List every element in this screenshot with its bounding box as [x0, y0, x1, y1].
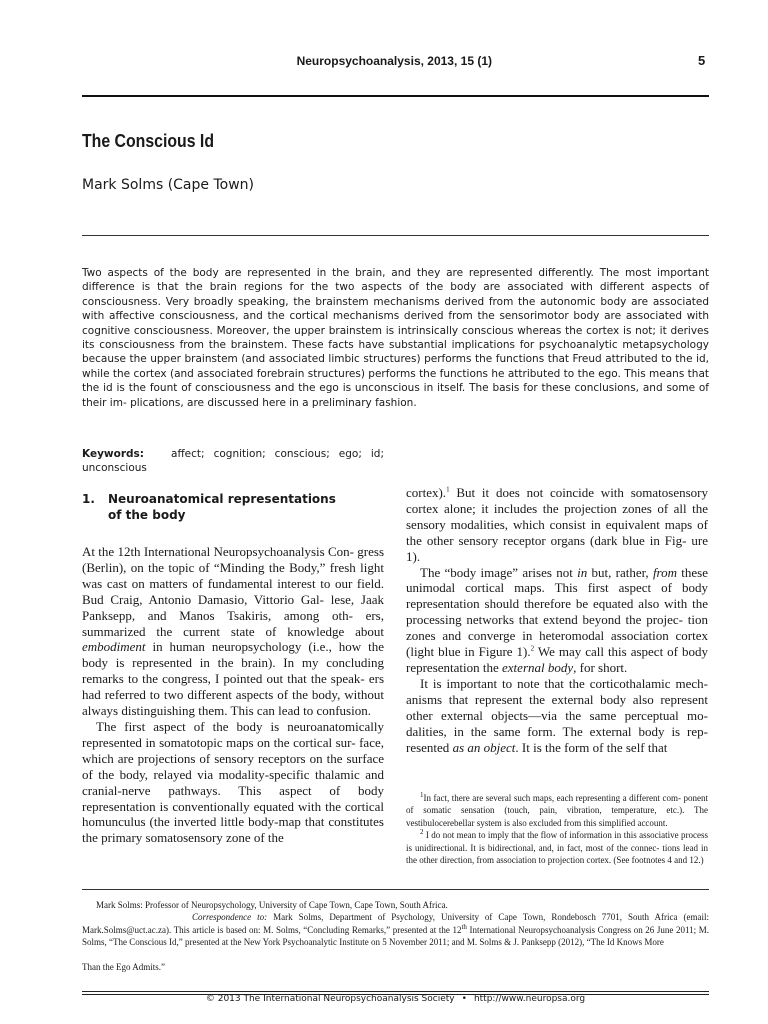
copyright-text: © 2013 The International Neuropsychoanalysis Society	[205, 994, 455, 1004]
body-emphasis: as an object	[452, 739, 516, 755]
body-column-right	[406, 485, 708, 755]
author-line: Mark Solms (Cape Town)	[82, 177, 254, 193]
author-rule	[82, 235, 709, 236]
body-text: cortex).	[406, 485, 447, 500]
correspondence-label: Correspondence to:	[192, 912, 268, 923]
ordinal-suffix: th	[461, 922, 467, 931]
keywords-label: Keywords:	[82, 448, 144, 460]
section-title-line1: Neuroanatomical representations	[108, 492, 336, 506]
section-title-line2: of the body	[108, 508, 186, 522]
section-heading	[82, 491, 384, 523]
footnote-mark: 1	[420, 791, 424, 799]
keywords-list: affect; cognition; conscious; ego; id; unconscious	[82, 448, 384, 475]
body-column-left	[82, 544, 384, 846]
body-text: , for short.	[573, 659, 628, 675]
body-paragraph	[406, 565, 708, 676]
footnote-ref[interactable]: 1	[446, 485, 450, 494]
abstract: Two aspects of the body are represented in the brain, and they are represented differently. The most important difference is that the brain regions for the two aspects of the body are associated with different aspects of consciousness. Very broadly speaking, the brainstem mechanisms derived from the autonomic body are associated with affective consciousness, and the cortical mechanisms derived from the sensorimotor body are associated with cognitive consciousness. Moreover, the upper brainstem is intrinsically conscious whereas the cortex is not; it derives its consciousness from the brainstem. These facts have substantial implications for psychoanalytic metapsychology because the upper brainstem (and associated limbic structures) performs the functions that Freud attributed to the id, while the cortex (and associated forebrain structures) performs the functions he attributed to the ego. This means that the id is the fount of consciousness and the ego is unconscious in itself. The basis for these conclusions, and some of their im- plications, are discussed here in a preliminary fashion.	[82, 267, 709, 409]
body-text: . It is the form of the self that	[515, 739, 668, 755]
body-text: The “body image” arises not	[420, 564, 578, 580]
footnote-1	[406, 792, 708, 829]
body-text: But it does not coincide with somatosensory cortex alone; it includes the projection zones of all the sensory modalities, which consist in equivalent maps of the other sensory receptor organs (dark blue in Fig- ure 1).	[406, 485, 708, 564]
body-emphasis: in	[577, 564, 588, 580]
body-paragraph	[406, 676, 708, 756]
affiliation-line: Mark Solms: Professor of Neuropsychology, University of Cape Town, Cape Town, South Africa.	[96, 900, 448, 910]
page-number: 5	[698, 53, 706, 68]
body-paragraph	[406, 485, 708, 565]
correspondence-text: Mark Solms, Department of Psychology, University of Cape Town, Rondebosch 7701, South Africa (email: Mark.Solms@uct.ac.za). This article is based on: M. Solms, “Concluding Remarks,” presented at the 12	[82, 912, 709, 935]
body-text: these unimodal cortical maps. This first aspect of body representation should therefore be equated also with the processing networks that extend beyond the projec- tion zones and converge in heteromodal association cortex (light blue in Figure 1).	[406, 564, 708, 660]
body-paragraph: The first aspect of the body is neuroanatomically represented in somatotopic maps on the cortical sur- face, which are projections of sensory receptors on the surface of the body, relayed via modality-specific thalamic and cranial-nerve pathways. This aspect of body representation is conventionally equated with the cortical homunculus (the inverted little body-map that constitutes the primary somatosensory zone of the	[82, 718, 384, 846]
footer-link[interactable]: http://www.neuropsa.org	[473, 994, 586, 1004]
footnotes	[406, 792, 708, 866]
affiliation-block	[82, 899, 709, 973]
correspondence	[82, 911, 709, 948]
body-text: It is important to note that the corticothalamic mech- anisms that represent the external body also represent other external objects—via the same perceptual mo- dalities, in the same form. The external body is rep- resented	[406, 675, 708, 755]
footnote-2	[406, 829, 708, 866]
footer-rule	[82, 991, 709, 992]
body-emphasis: from	[652, 564, 678, 580]
footer-separator: •	[461, 994, 467, 1004]
correspondence-text: International Neuropsychoanalysis Congress on 26 June 2011; M. Solms, “The Conscious Id,” presented at the New York Psychoanalytic Institute on 5 November 2011; and M. Solms & J. Panksepp (2012), “The Id Knows More	[82, 924, 709, 948]
article-title: The Conscious Id	[82, 131, 215, 151]
affiliation-last-line: Than the Ego Admits.”	[82, 961, 165, 972]
footnote-rule	[82, 889, 709, 890]
body-text: We may call this aspect of body representation the	[406, 644, 708, 675]
page-footer	[82, 994, 709, 1004]
footnote-mark: 2	[420, 828, 424, 837]
section-number: 1.	[82, 492, 95, 506]
header-rule	[82, 95, 709, 97]
body-paragraph	[82, 544, 384, 719]
body-text: in human neuropsychology (i.e., how the body is represented in the brain). In my concluding remarks to the congress, I pointed out that the speak- ers had referred to two different aspects of the body, without always distinguishing them. This can lead to confusion.	[82, 639, 384, 719]
body-emphasis: external body	[502, 659, 574, 675]
body-text: At the 12th International Neuropsychoanalysis Con- gress (Berlin), on the topic of “Minding the Body,” fresh light was cast on matters of fundamental interest to our field. Bud Craig, Antonio Damasio, Vittorio Gal- lese, Jaak Panksepp, and Manos Tsakiris, among oth- ers, summarized the current state of knowledge about	[82, 544, 384, 639]
running-head: Neuropsychoanalysis, 2013, 15 (1)	[296, 54, 492, 68]
keywords	[82, 447, 384, 476]
body-emphasis: embodiment	[82, 639, 146, 655]
footnote-ref[interactable]: 2	[530, 644, 535, 653]
footnote-text: In fact, there are several such maps, each representing a different com- ponent of somatic sensation (touch, pain, vibration, temperature, etc.). The vestibulocerebellar system is also excluded from this simplified account.	[406, 793, 708, 828]
body-text: but, rather,	[587, 564, 653, 580]
footnote-text: I do not mean to imply that the flow of information in this associative process is unidirectional. It is bidirectional, and, in fact, most of the connec- tions lead in the other direction, from association to projection cortex. (See footnotes 4 and 12.)	[406, 830, 708, 866]
